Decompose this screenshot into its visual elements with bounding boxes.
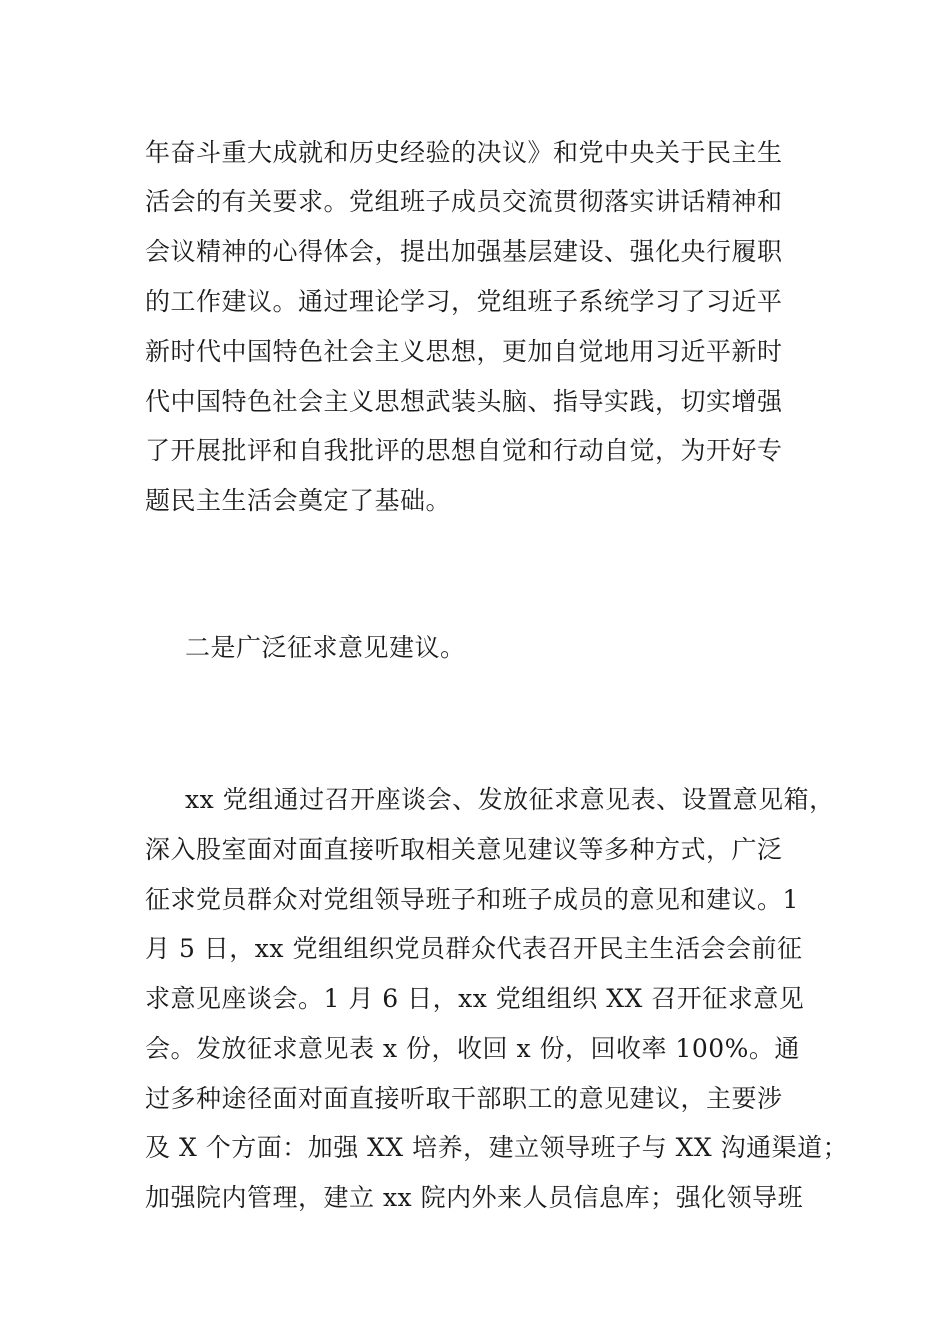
- paragraph-2-line-6: 会。发放征求意见表 x 份，收回 x 份，回收率 100%。通: [145, 1034, 800, 1063]
- paragraph-2-line-2: 深入股室面对面直接听取相关意见建议等多种方式，广泛: [145, 835, 783, 864]
- paragraph-1-line-1: 年奋斗重大成就和历史经验的决议》和党中央关于民主生: [145, 138, 783, 167]
- paragraph-1-line-6: 代中国特色社会主义思想武装头脑、指导实践，切实增强: [145, 387, 783, 416]
- paragraph-2-line-3: 征求党员群众对党组领导班子和班子成员的意见和建议。1: [145, 885, 799, 914]
- paragraph-2-line-5: 求意见座谈会。1 月 6 日，xx 党组组织 XX 召开征求意见: [145, 984, 805, 1013]
- paragraph-2-line-4: 月 5 日，xx 党组组织党员群众代表召开民主生活会会前征: [145, 934, 803, 963]
- paragraph-1-line-5: 新时代中国特色社会主义思想，更加自觉地用习近平新时: [145, 337, 783, 366]
- paragraph-2-line-1: xx 党组通过召开座谈会、发放征求意见表、设置意见箱，: [185, 785, 835, 814]
- paragraph-2-line-9: 加强院内管理，建立 xx 院内外来人员信息库；强化领导班: [145, 1183, 804, 1212]
- paragraph-2-line-8: 及 X 个方面：加强 XX 培养，建立领导班子与 XX 沟通渠道；: [145, 1133, 849, 1162]
- paragraph-2-line-7: 过多种途径面对面直接听取干部职工的意见建议，主要涉: [145, 1084, 783, 1113]
- paragraph-1-line-8: 题民主生活会奠定了基础。: [145, 486, 452, 515]
- paragraph-1-line-7: 了开展批评和自我批评的思想自觉和行动自觉，为开好专: [145, 436, 783, 465]
- paragraph-1-line-4: 的工作建议。通过理论学习，党组班子系统学习了习近平: [145, 287, 783, 316]
- paragraph-1-line-2: 活会的有关要求。党组班子成员交流贯彻落实讲话精神和: [145, 187, 783, 216]
- paragraph-1-line-3: 会议精神的心得体会，提出加强基层建设、强化央行履职: [145, 237, 783, 266]
- section-heading: 二是广泛征求意见建议。: [185, 633, 466, 662]
